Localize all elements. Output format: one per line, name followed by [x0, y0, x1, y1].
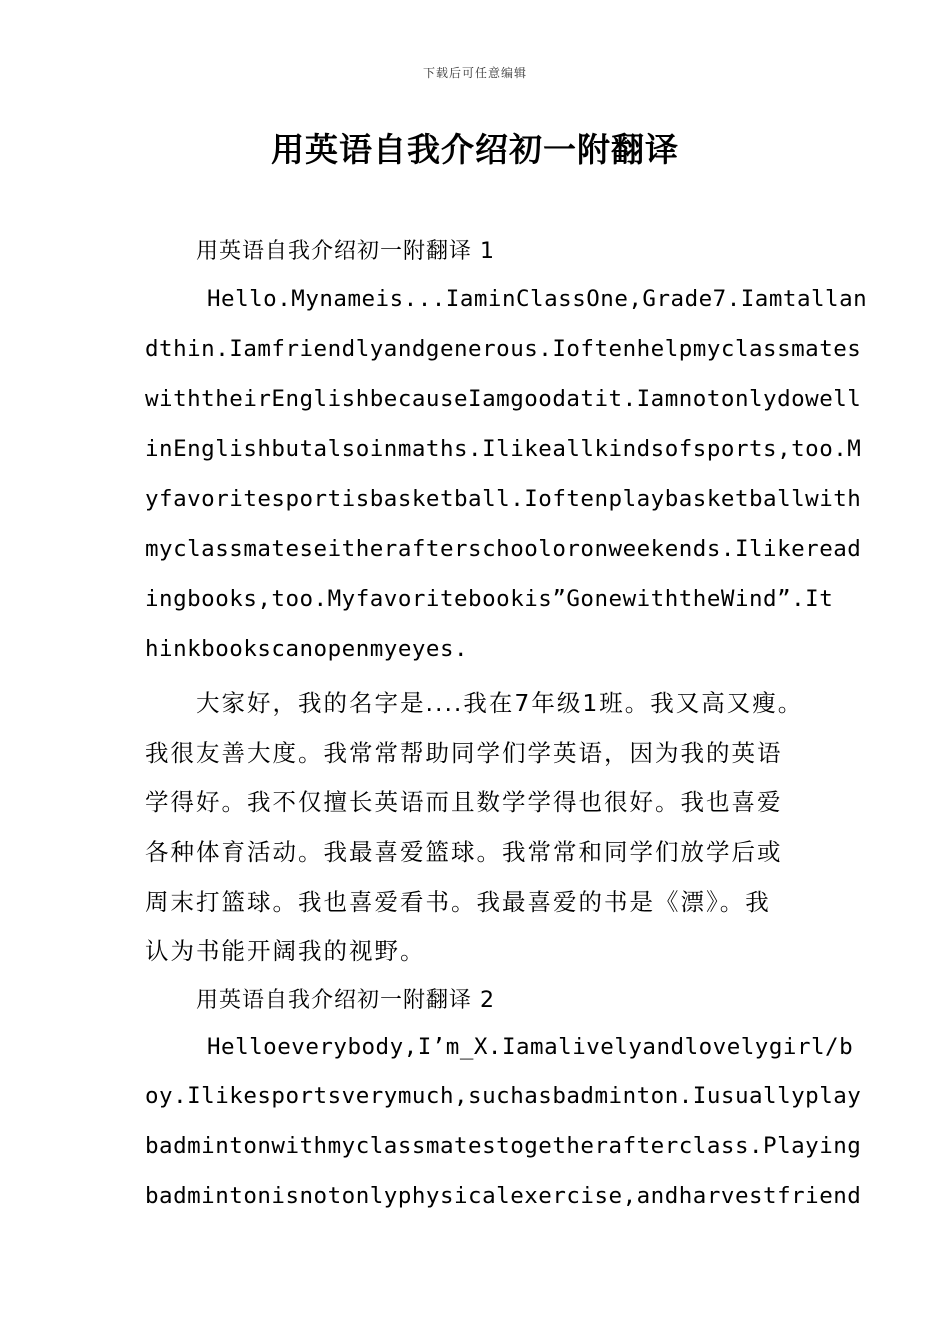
section-1-heading: 用英语自我介绍初一附翻译 1: [196, 239, 495, 264]
paragraph-line: hinkbookscanopenmyeyes.: [145, 636, 469, 662]
paragraph-line: badmintonwithmyclassmatestogetherafterclass.Playing: [145, 1133, 862, 1159]
header-note: 下载后可任意编辑: [422, 66, 527, 80]
paragraph-line: myclassmateseitherafterschooloronweekends.Ilikeread: [145, 536, 862, 562]
paragraph-line: withtheirEnglishbecauseIamgoodatit.Iamnotonlydowell: [145, 386, 862, 412]
paragraph-line: 周末打篮球。我也喜爱看书。我最喜爱的书是《漂》。我: [145, 888, 771, 916]
paragraph-line: 各种体育活动。我最喜爱篮球。我常常和同学们放学后或: [145, 838, 783, 866]
paragraph-line: ingbooks,too.Myfavoritebookis”GonewiththeWind”.It: [145, 586, 834, 612]
paragraph-line: dthin.Iamfriendlyandgenerous.Ioftenhelpmyclassmates: [145, 336, 862, 362]
paragraph-line: 认为书能开阔我的视野。: [145, 937, 426, 965]
paragraph-line: Helloeverybody,I’m_X.Iamalivelyandlovelygirl/b: [207, 1034, 854, 1060]
paragraph-line: Hello.Mynameis...IaminClassOne,Grade7.Iamtallan: [207, 286, 868, 312]
section-2-heading: 用英语自我介绍初一附翻译 2: [196, 988, 495, 1013]
paragraph-line: 大家好，我的名字是....我在7年级1班。我又高又瘦。: [196, 689, 804, 717]
paragraph-line: yfavoritesportisbasketball.Ioftenplaybasketballwith: [145, 486, 862, 512]
paragraph-line: oy.Ilikesportsverymuch,suchasbadminton.Iusuallyplay: [145, 1083, 862, 1109]
paragraph-line: 我很友善大度。我常常帮助同学们学英语，因为我的英语: [145, 739, 783, 767]
paragraph-line: badmintonisnotonlyphysicalexercise,andharvestfriend: [145, 1183, 862, 1209]
paragraph-line: 学得好。我不仅擅长英语而且数学学得也很好。我也喜爱: [145, 788, 783, 816]
page-title: 用英语自我介绍初一附翻译: [271, 130, 679, 169]
paragraph-line: inEnglishbutalsoinmaths.Ilikeallkindsofsports,too.M: [145, 436, 862, 462]
